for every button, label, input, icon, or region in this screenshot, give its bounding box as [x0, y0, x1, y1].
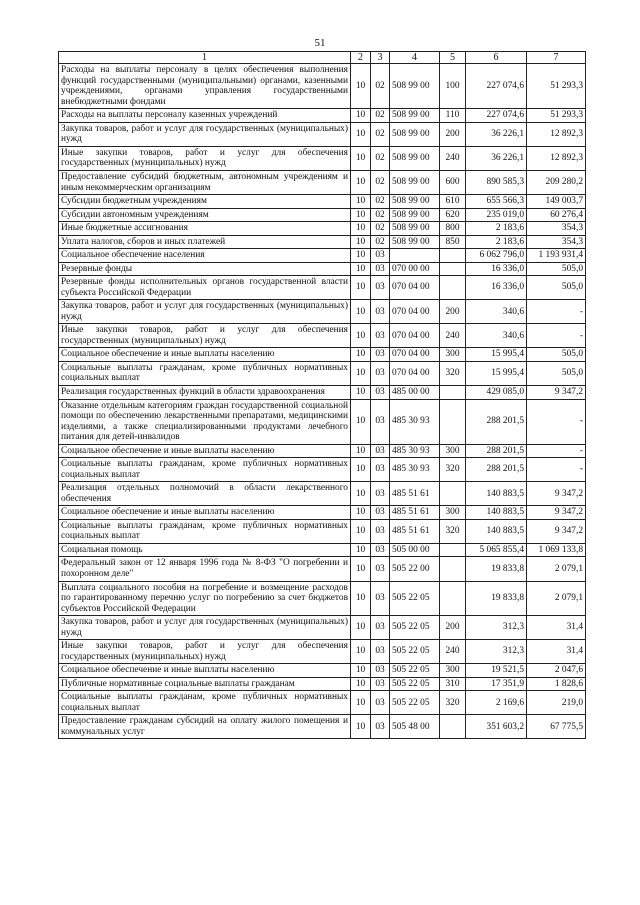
table-row — [59, 170, 586, 194]
subsection-code: 03 — [371, 715, 390, 739]
table-row — [59, 146, 586, 170]
section-code: 10 — [351, 543, 371, 557]
table-row — [59, 235, 586, 249]
target-item-code: 508 99 00 — [390, 146, 440, 170]
target-item-code: 508 99 00 — [390, 170, 440, 194]
section-code: 10 — [351, 235, 371, 249]
plan-amount: 227 074,6 — [466, 64, 527, 109]
section-code: 10 — [351, 122, 371, 146]
target-item-code: 508 99 00 — [390, 235, 440, 249]
section-code: 10 — [351, 208, 371, 222]
actual-amount: 67 775,5 — [527, 715, 586, 739]
target-item-code: 508 99 00 — [390, 64, 440, 109]
expense-type-code: 320 — [440, 458, 466, 482]
section-code: 10 — [351, 581, 371, 616]
expense-type-code — [440, 249, 466, 263]
plan-amount: 312,3 — [466, 640, 527, 664]
target-item-code — [390, 249, 440, 263]
row-name: Резервные фонды — [59, 262, 351, 276]
target-item-code: 508 99 00 — [390, 109, 440, 123]
table-row — [59, 581, 586, 616]
table-row — [59, 458, 586, 482]
subsection-code: 02 — [371, 146, 390, 170]
page-number: 51 — [314, 37, 326, 49]
subsection-code: 03 — [371, 664, 390, 678]
expense-type-code — [440, 482, 466, 506]
section-code: 10 — [351, 640, 371, 664]
row-name: Иные закупки товаров, работ и услуг для обеспечения государственных (муниципальных) нужд — [59, 640, 351, 664]
section-code: 10 — [351, 324, 371, 348]
table-row — [59, 361, 586, 385]
row-name: Реализация отдельных полномочий в области лекарственного обеспечения — [59, 482, 351, 506]
expense-type-code: 610 — [440, 195, 466, 209]
table-row — [59, 715, 586, 739]
section-code: 10 — [351, 386, 371, 400]
target-item-code: 070 04 00 — [390, 300, 440, 324]
expense-type-code — [440, 399, 466, 444]
actual-amount: 2 079,1 — [527, 581, 586, 616]
table-row — [59, 444, 586, 458]
column-header-expense-type: 5 — [440, 52, 466, 64]
target-item-code: 485 51 61 — [390, 482, 440, 506]
subsection-code: 03 — [371, 386, 390, 400]
expense-type-code: 240 — [440, 324, 466, 348]
target-item-code: 070 04 00 — [390, 276, 440, 300]
expense-type-code: 300 — [440, 664, 466, 678]
target-item-code: 508 99 00 — [390, 208, 440, 222]
actual-amount: 2 047,6 — [527, 664, 586, 678]
target-item-code: 485 30 93 — [390, 399, 440, 444]
actual-amount: - — [527, 444, 586, 458]
expense-type-code: 310 — [440, 677, 466, 691]
expense-type-code: 800 — [440, 222, 466, 236]
section-code: 10 — [351, 222, 371, 236]
actual-amount: 12 892,3 — [527, 146, 586, 170]
plan-amount: 140 883,5 — [466, 519, 527, 543]
section-code: 10 — [351, 64, 371, 109]
target-item-code: 505 48 00 — [390, 715, 440, 739]
target-item-code: 070 00 00 — [390, 262, 440, 276]
plan-amount: 655 566,3 — [466, 195, 527, 209]
section-code: 10 — [351, 361, 371, 385]
row-name: Социальное обеспечение и иные выплаты населению — [59, 348, 351, 362]
target-item-code: 508 99 00 — [390, 122, 440, 146]
section-code: 10 — [351, 458, 371, 482]
actual-amount: 51 293,3 — [527, 109, 586, 123]
target-item-code: 505 22 05 — [390, 677, 440, 691]
expense-type-code: 110 — [440, 109, 466, 123]
table-row — [59, 122, 586, 146]
table-row — [59, 640, 586, 664]
plan-amount: 312,3 — [466, 616, 527, 640]
section-code: 10 — [351, 444, 371, 458]
row-name: Оказание отдельным категориям граждан государственной социальной помощи по обеспечению лекарственными препаратами, медицинскими изделиями, а также специализированными продуктами лечебного питания для детей-инвалидов — [59, 399, 351, 444]
table-row — [59, 300, 586, 324]
plan-amount: 140 883,5 — [466, 506, 527, 520]
expense-type-code: 620 — [440, 208, 466, 222]
subsection-code: 03 — [371, 482, 390, 506]
table-row — [59, 109, 586, 123]
subsection-code: 03 — [371, 262, 390, 276]
section-code: 10 — [351, 170, 371, 194]
plan-amount: 6 062 796,0 — [466, 249, 527, 263]
subsection-code: 02 — [371, 195, 390, 209]
section-code: 10 — [351, 519, 371, 543]
expense-type-code — [440, 715, 466, 739]
subsection-code: 02 — [371, 64, 390, 109]
actual-amount: 12 892,3 — [527, 122, 586, 146]
subsection-code: 02 — [371, 222, 390, 236]
plan-amount: 2 183,6 — [466, 235, 527, 249]
subsection-code: 03 — [371, 616, 390, 640]
row-name: Закупка товаров, работ и услуг для государственных (муниципальных) нужд — [59, 122, 351, 146]
target-item-code: 485 00 00 — [390, 386, 440, 400]
subsection-code: 03 — [371, 543, 390, 557]
column-header-plan-amount: 6 — [466, 52, 527, 64]
section-code: 10 — [351, 506, 371, 520]
target-item-code: 070 04 00 — [390, 361, 440, 385]
target-item-code: 505 22 05 — [390, 664, 440, 678]
subsection-code: 02 — [371, 208, 390, 222]
actual-amount: - — [527, 300, 586, 324]
row-name: Иные закупки товаров, работ и услуг для обеспечения государственных (муниципальных) нужд — [59, 324, 351, 348]
plan-amount: 890 585,3 — [466, 170, 527, 194]
subsection-code: 03 — [371, 361, 390, 385]
actual-amount: 60 276,4 — [527, 208, 586, 222]
table-row — [59, 386, 586, 400]
actual-amount: 149 003,7 — [527, 195, 586, 209]
column-header-target-item: 4 — [390, 52, 440, 64]
expense-type-code — [440, 581, 466, 616]
expense-type-code: 240 — [440, 146, 466, 170]
table-row — [59, 557, 586, 581]
row-name: Закупка товаров, работ и услуг для государственных (муниципальных) нужд — [59, 300, 351, 324]
actual-amount: 9 347,2 — [527, 506, 586, 520]
row-name: Социальное обеспечение и иные выплаты населению — [59, 444, 351, 458]
plan-amount: 17 351,9 — [466, 677, 527, 691]
target-item-code: 070 04 00 — [390, 324, 440, 348]
actual-amount: 505,0 — [527, 276, 586, 300]
target-item-code: 505 22 05 — [390, 640, 440, 664]
actual-amount: 31,4 — [527, 640, 586, 664]
row-name: Публичные нормативные социальные выплаты гражданам — [59, 677, 351, 691]
actual-amount: 2 079,1 — [527, 557, 586, 581]
plan-amount: 36 226,1 — [466, 122, 527, 146]
row-name: Выплата социального пособия на погребение и возмещение расходов по гарантированному перечню услуг по погребению за счет бюджетов субъектов Российской Федерации — [59, 581, 351, 616]
table-row — [59, 262, 586, 276]
actual-amount: - — [527, 458, 586, 482]
expense-type-code: 240 — [440, 640, 466, 664]
row-name: Социальные выплаты гражданам, кроме публичных нормативных социальных выплат — [59, 361, 351, 385]
actual-amount: - — [527, 399, 586, 444]
plan-amount: 351 603,2 — [466, 715, 527, 739]
row-name: Социальное обеспечение и иные выплаты населению — [59, 506, 351, 520]
actual-amount: 9 347,2 — [527, 482, 586, 506]
target-item-code: 508 99 00 — [390, 195, 440, 209]
table-row — [59, 506, 586, 520]
subsection-code: 03 — [371, 444, 390, 458]
target-item-code: 505 00 00 — [390, 543, 440, 557]
subsection-code: 03 — [371, 348, 390, 362]
subsection-code: 03 — [371, 399, 390, 444]
actual-amount: 1 193 931,4 — [527, 249, 586, 263]
section-code: 10 — [351, 557, 371, 581]
column-header-section: 2 — [351, 52, 371, 64]
actual-amount: 51 293,3 — [527, 64, 586, 109]
row-name: Резервные фонды исполнительных органов государственной власти субъекта Российской Федерации — [59, 276, 351, 300]
subsection-code: 03 — [371, 691, 390, 715]
expense-type-code — [440, 386, 466, 400]
row-name: Социальные выплаты гражданам, кроме публичных нормативных социальных выплат — [59, 458, 351, 482]
expense-type-code — [440, 543, 466, 557]
actual-amount: 1 828,6 — [527, 677, 586, 691]
row-name: Уплата налогов, сборов и иных платежей — [59, 235, 351, 249]
target-item-code: 485 30 93 — [390, 444, 440, 458]
expense-type-code — [440, 557, 466, 581]
subsection-code: 03 — [371, 276, 390, 300]
plan-amount: 19 833,8 — [466, 557, 527, 581]
expense-type-code: 200 — [440, 122, 466, 146]
actual-amount: 209 280,2 — [527, 170, 586, 194]
row-name: Иные закупки товаров, работ и услуг для обеспечения государственных (муниципальных) нужд — [59, 146, 351, 170]
row-name: Социальные выплаты гражданам, кроме публичных нормативных социальных выплат — [59, 519, 351, 543]
section-code: 10 — [351, 249, 371, 263]
row-name: Закупка товаров, работ и услуг для государственных (муниципальных) нужд — [59, 616, 351, 640]
table-row — [59, 64, 586, 109]
expense-type-code: 300 — [440, 348, 466, 362]
subsection-code: 03 — [371, 506, 390, 520]
section-code: 10 — [351, 276, 371, 300]
plan-amount: 288 201,5 — [466, 458, 527, 482]
plan-amount: 235 019,0 — [466, 208, 527, 222]
section-code: 10 — [351, 109, 371, 123]
table-row — [59, 482, 586, 506]
actual-amount: 505,0 — [527, 361, 586, 385]
row-name: Иные бюджетные ассигнования — [59, 222, 351, 236]
actual-amount: 354,3 — [527, 235, 586, 249]
section-code: 10 — [351, 664, 371, 678]
expense-type-code: 850 — [440, 235, 466, 249]
subsection-code: 03 — [371, 458, 390, 482]
row-name: Реализация государственных функций в области здравоохранения — [59, 386, 351, 400]
table-row — [59, 348, 586, 362]
section-code: 10 — [351, 348, 371, 362]
expense-type-code — [440, 276, 466, 300]
target-item-code: 485 51 61 — [390, 506, 440, 520]
row-name: Расходы на выплаты персоналу в целях обеспечения выполнения функций государственными (муниципальными) органами, казенными учреждениями, органами управления государственными внебюджетными фондами — [59, 64, 351, 109]
row-name: Расходы на выплаты персоналу казенных учреждений — [59, 109, 351, 123]
table-row — [59, 399, 586, 444]
plan-amount: 2 183,6 — [466, 222, 527, 236]
table-row — [59, 249, 586, 263]
subsection-code: 02 — [371, 109, 390, 123]
column-header-name: 1 — [59, 52, 351, 64]
actual-amount: 505,0 — [527, 262, 586, 276]
table-header-row — [59, 52, 586, 64]
table-row — [59, 677, 586, 691]
target-item-code: 485 51 61 — [390, 519, 440, 543]
row-name: Социальное обеспечение населения — [59, 249, 351, 263]
table-row — [59, 664, 586, 678]
actual-amount: - — [527, 324, 586, 348]
table-row — [59, 543, 586, 557]
row-name: Федеральный закон от 12 января 1996 года № 8-ФЗ "О погребении и похоронном деле" — [59, 557, 351, 581]
subsection-code: 02 — [371, 235, 390, 249]
section-code: 10 — [351, 482, 371, 506]
actual-amount: 505,0 — [527, 348, 586, 362]
section-code: 10 — [351, 300, 371, 324]
plan-amount: 340,6 — [466, 300, 527, 324]
section-code: 10 — [351, 715, 371, 739]
plan-amount: 15 995,4 — [466, 348, 527, 362]
section-code: 10 — [351, 677, 371, 691]
table-row — [59, 324, 586, 348]
plan-amount: 227 074,6 — [466, 109, 527, 123]
plan-amount: 288 201,5 — [466, 399, 527, 444]
row-name: Предоставление гражданам субсидий на оплату жилого помещения и коммунальных услуг — [59, 715, 351, 739]
subsection-code: 03 — [371, 557, 390, 581]
actual-amount: 9 347,2 — [527, 519, 586, 543]
actual-amount: 354,3 — [527, 222, 586, 236]
row-name: Предоставление субсидий бюджетным, автономным учреждениям и иным некоммерческим организациям — [59, 170, 351, 194]
target-item-code: 485 30 93 — [390, 458, 440, 482]
target-item-code: 505 22 05 — [390, 691, 440, 715]
plan-amount: 19 521,5 — [466, 664, 527, 678]
plan-amount: 2 169,6 — [466, 691, 527, 715]
plan-amount: 36 226,1 — [466, 146, 527, 170]
row-name: Социальные выплаты гражданам, кроме публичных нормативных социальных выплат — [59, 691, 351, 715]
expense-type-code: 600 — [440, 170, 466, 194]
subsection-code: 02 — [371, 122, 390, 146]
subsection-code: 03 — [371, 249, 390, 263]
expense-type-code: 300 — [440, 506, 466, 520]
section-code: 10 — [351, 616, 371, 640]
expense-type-code: 320 — [440, 361, 466, 385]
actual-amount: 9 347,2 — [527, 386, 586, 400]
plan-amount: 340,6 — [466, 324, 527, 348]
section-code: 10 — [351, 146, 371, 170]
table-row — [59, 691, 586, 715]
row-name: Социальное обеспечение и иные выплаты населению — [59, 664, 351, 678]
target-item-code: 508 99 00 — [390, 222, 440, 236]
column-header-actual-amount: 7 — [527, 52, 586, 64]
subsection-code: 03 — [371, 519, 390, 543]
column-header-subsection: 3 — [371, 52, 390, 64]
expense-type-code: 200 — [440, 300, 466, 324]
plan-amount: 288 201,5 — [466, 444, 527, 458]
plan-amount: 140 883,5 — [466, 482, 527, 506]
budget-table — [58, 51, 586, 739]
expense-type-code: 300 — [440, 444, 466, 458]
table-row — [59, 519, 586, 543]
expense-type-code: 320 — [440, 519, 466, 543]
table-row — [59, 208, 586, 222]
target-item-code: 505 22 05 — [390, 616, 440, 640]
subsection-code: 03 — [371, 640, 390, 664]
table-row — [59, 195, 586, 209]
plan-amount: 16 336,0 — [466, 276, 527, 300]
subsection-code: 02 — [371, 170, 390, 194]
table-row — [59, 276, 586, 300]
row-name: Субсидии автономным учреждениям — [59, 208, 351, 222]
row-name: Субсидии бюджетным учреждениям — [59, 195, 351, 209]
table-row — [59, 222, 586, 236]
section-code: 10 — [351, 262, 371, 276]
target-item-code: 505 22 05 — [390, 581, 440, 616]
subsection-code: 03 — [371, 324, 390, 348]
subsection-code: 03 — [371, 581, 390, 616]
section-code: 10 — [351, 691, 371, 715]
expense-type-code: 200 — [440, 616, 466, 640]
expense-type-code: 100 — [440, 64, 466, 109]
target-item-code: 505 22 00 — [390, 557, 440, 581]
plan-amount: 15 995,4 — [466, 361, 527, 385]
actual-amount: 1 069 133,8 — [527, 543, 586, 557]
row-name: Социальная помощь — [59, 543, 351, 557]
section-code: 10 — [351, 399, 371, 444]
actual-amount: 31,4 — [527, 616, 586, 640]
subsection-code: 03 — [371, 300, 390, 324]
expense-type-code: 320 — [440, 691, 466, 715]
subsection-code: 03 — [371, 677, 390, 691]
plan-amount: 5 065 855,4 — [466, 543, 527, 557]
plan-amount: 16 336,0 — [466, 262, 527, 276]
plan-amount: 429 085,0 — [466, 386, 527, 400]
section-code: 10 — [351, 195, 371, 209]
plan-amount: 19 833,8 — [466, 581, 527, 616]
expense-type-code — [440, 262, 466, 276]
actual-amount: 219,0 — [527, 691, 586, 715]
target-item-code: 070 04 00 — [390, 348, 440, 362]
table-row — [59, 616, 586, 640]
